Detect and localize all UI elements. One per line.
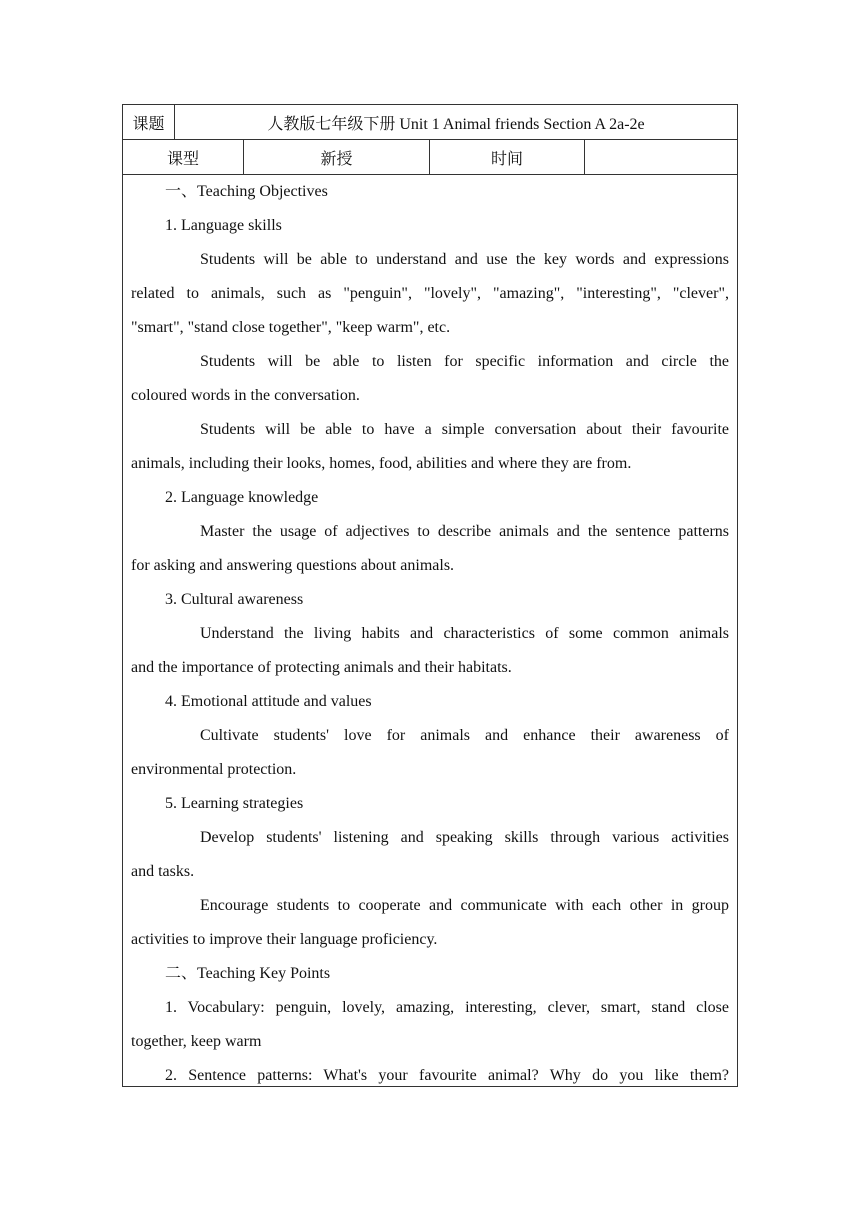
text-line: "smart", "stand close together", "keep warm", etc. (131, 319, 451, 336)
text-line: Master the usage of adjectives to describe animals and the sentence patterns (200, 523, 729, 540)
text-line: Students will be able to have a simple conversation about their favourite (200, 421, 729, 438)
text-line: coloured words in the conversation. (131, 387, 360, 404)
text-line: Understand the living habits and characteristics of some common animals (200, 625, 729, 642)
text-line: animals, including their looks, homes, food, abilities and where they are from. (131, 455, 632, 472)
header-row-topic (123, 105, 737, 140)
subheading: 4. Emotional attitude and values (165, 693, 372, 710)
topic-value: 人教版七年级下册 Unit 1 Animal friends Section A 2a-2e (267, 115, 645, 133)
text-line: Develop students' listening and speaking skills through various activities (200, 829, 729, 846)
time-value (585, 140, 737, 174)
time-label: 时间 (430, 140, 585, 174)
content-area (123, 175, 737, 1086)
type-label: 课型 (123, 140, 244, 174)
text-line: environmental protection. (131, 761, 297, 778)
text-line: related to animals, such as "penguin", "lovely", "amazing", "interesting", "clever", (131, 285, 729, 302)
header-row-type (123, 140, 737, 175)
subheading: 3. Cultural awareness (165, 591, 304, 608)
type-value: 新授 (244, 140, 430, 174)
text-line: and tasks. (131, 863, 195, 880)
lesson-plan-table (122, 104, 738, 1087)
text-line: Students will be able to understand and use the key words and expressions (200, 251, 729, 268)
text-line: activities to improve their language proficiency. (131, 931, 438, 948)
subheading: 2. Language knowledge (165, 489, 319, 506)
section-heading: 一、Teaching Objectives (165, 183, 328, 200)
text-line: Students will be able to listen for specific information and circle the (200, 353, 729, 370)
text-line: Encourage students to cooperate and communicate with each other in group (200, 897, 729, 914)
topic-label: 课题 (123, 105, 175, 139)
text-line: for asking and answering questions about animals. (131, 557, 455, 574)
text-line: 2. Sentence patterns: What's your favourite animal? Why do you like them? (165, 1067, 729, 1084)
text-line: and the importance of protecting animals and their habitats. (131, 659, 512, 676)
text-line: 1. Vocabulary: penguin, lovely, amazing, interesting, clever, smart, stand close (165, 999, 729, 1016)
subheading: 1. Language skills (165, 217, 282, 234)
text-line: Cultivate students' love for animals and enhance their awareness of (200, 727, 729, 744)
subheading: 5. Learning strategies (165, 795, 304, 812)
text-line: together, keep warm (131, 1033, 262, 1050)
section-heading: 二、Teaching Key Points (165, 965, 331, 982)
